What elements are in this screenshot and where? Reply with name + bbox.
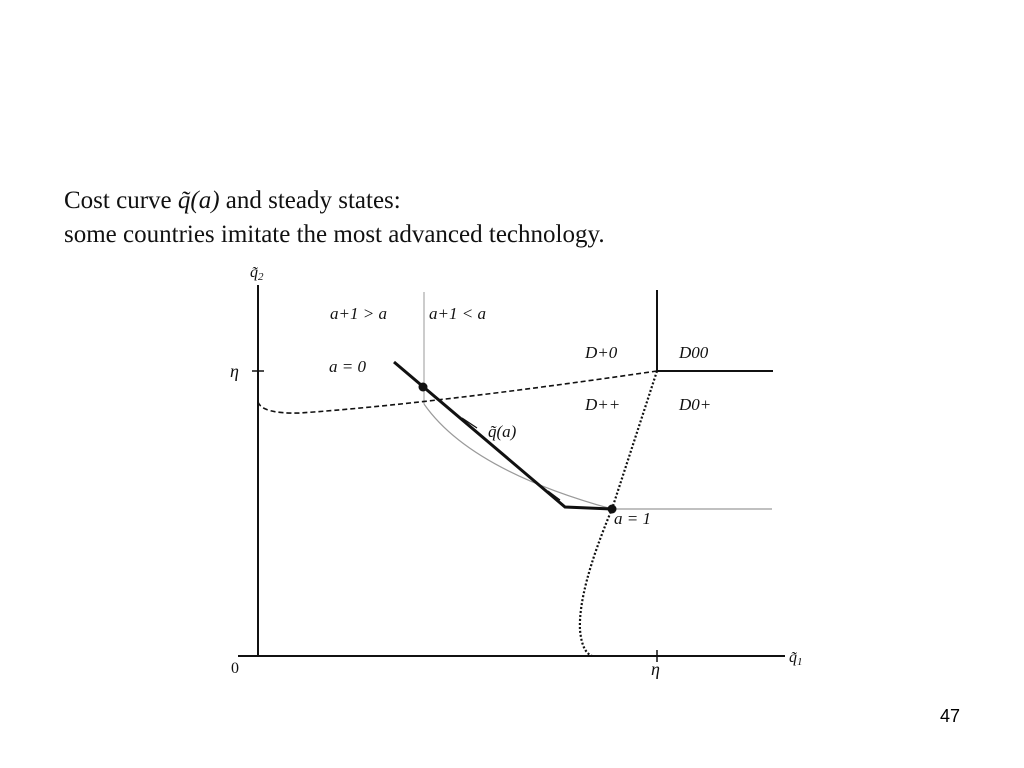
caption-line-1-prefix: Cost curve <box>64 187 178 214</box>
x-axis-label: q̃1 <box>789 649 803 668</box>
eta-x-label: η <box>651 659 660 679</box>
origin-label: 0 <box>231 660 239 677</box>
region-d-plus-plus: D++ <box>585 395 621 414</box>
region-d-00: D00 <box>679 343 709 362</box>
a1-label: a = 1 <box>614 509 651 528</box>
region-d-plus-0: D+0 <box>585 343 618 362</box>
region-right-label: a+1 < a <box>429 304 486 323</box>
caption-line-1-suffix: and steady states: <box>219 187 401 214</box>
region-left-label: a+1 > a <box>330 304 387 323</box>
slide-number: 47 <box>940 706 961 726</box>
region-d-0-plus: D0+ <box>679 395 712 414</box>
a0-label: a = 0 <box>329 357 366 376</box>
caption-math: q̃(a) <box>177 187 220 214</box>
steady-state-point-upper <box>419 383 428 392</box>
caption-line-2: some countries imitate the most advanced technology. <box>64 221 605 248</box>
thin-reference-curve <box>424 404 612 509</box>
y-axis-label: q̃2 <box>250 264 264 283</box>
curve-label: q̃(a) <box>488 422 517 441</box>
eta-y-label: η <box>230 361 239 381</box>
